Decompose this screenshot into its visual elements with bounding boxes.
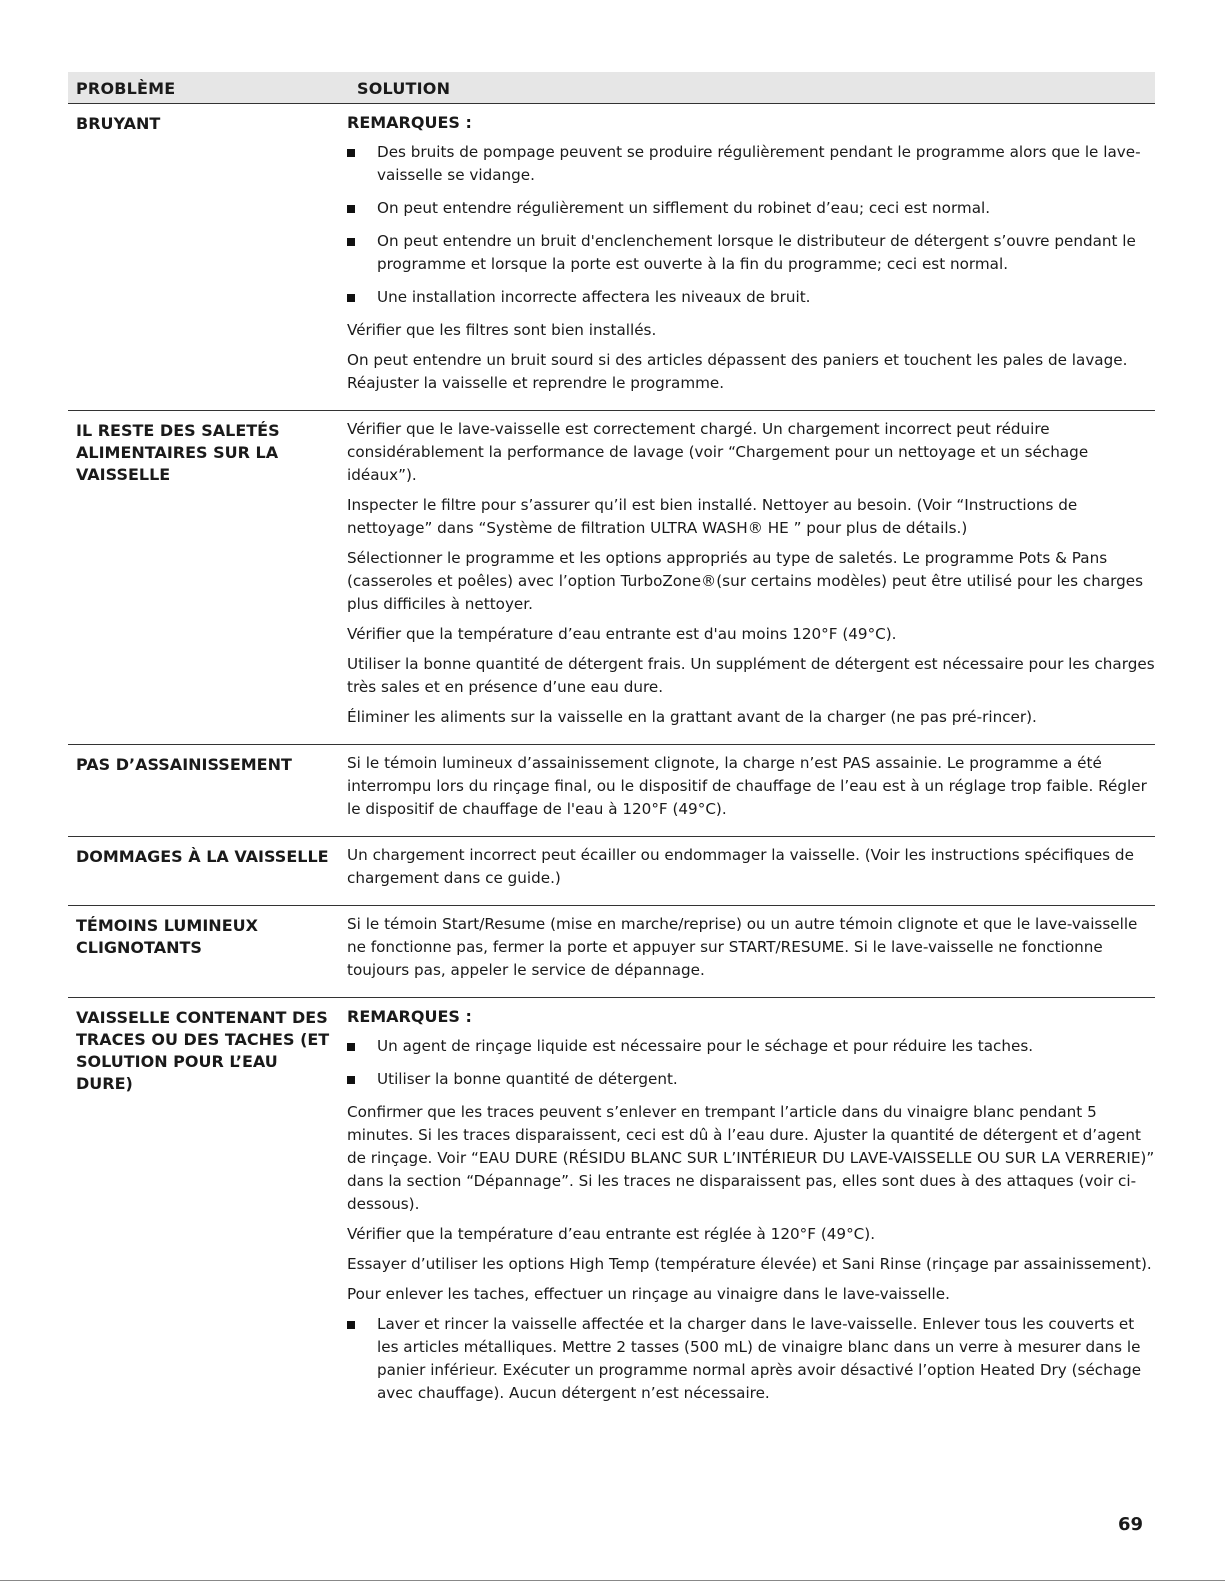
problem-cell: BRUYANT <box>76 114 161 133</box>
list-item: Une installation incorrecte affectera les niveaux de bruit. <box>347 286 1155 309</box>
solution-cell <box>347 745 1155 836</box>
solution-cell <box>347 104 1155 410</box>
list-item: Un agent de rinçage liquide est nécessaire pour le séchage et pour réduire les taches. <box>347 1035 1155 1058</box>
table-row-dommages <box>68 836 1155 905</box>
solution-paragraph: Essayer d’utiliser les options High Temp (température élevée) et Sani Rinse (rinçage par assainissement). <box>347 1255 1152 1273</box>
solution-paragraph: Un chargement incorrect peut écailler ou endommager la vaisselle. (Voir les instructions spécifiques de chargement dans ce guide.) <box>347 846 1134 887</box>
solution-paragraph: Si le témoin Start/Resume (mise en marche/reprise) ou un autre témoin clignote et que le lave-vaisselle ne fonctionne pas, fermer la porte et appuyer sur START/RESUME. Si le lave-vaisselle ne fonctionne toujours pas, appeler le service de dépannage. <box>347 915 1138 979</box>
bullet-list <box>347 1035 1155 1091</box>
list-item: Des bruits de pompage peuvent se produire régulièrement pendant le programme alors que le lave-vaisselle se vidange. <box>347 141 1155 187</box>
divider <box>0 1580 1225 1581</box>
bullet-list <box>347 1313 1155 1405</box>
problem-cell: PAS D’ASSAINISSEMENT <box>76 755 292 774</box>
problem-cell: DOMMAGES À LA VAISSELLE <box>76 847 329 866</box>
troubleshooting-table <box>68 104 1155 1420</box>
solution-paragraph: Sélectionner le programme et les options appropriés au type de saletés. Le programme Pots & Pans (casseroles et poêles) avec l’option TurboZone®(sur certains modèles) peut être utilisé pour les charges plus difficiles à nettoyer. <box>347 549 1144 613</box>
list-item: Laver et rincer la vaisselle affectée et la charger dans le lave-vaisselle. Enlever tous les couverts et les articles métalliques. Mettre 2 tasses (500 mL) de vinaigre blanc dans un verre à mesurer dans le panier inférieur. Exécuter un programme normal après avoir désactivé l’option Heated Dry (séchage avec chauffage). Aucun détergent n’est nécessaire. <box>347 1313 1155 1405</box>
solution-cell <box>347 411 1155 744</box>
solution-paragraph: Vérifier que les filtres sont bien installés. <box>347 321 657 339</box>
solution-paragraph: Vérifier que le lave-vaisselle est correctement chargé. Un chargement incorrect peut réduire considérablement la performance de lavage (voir “Chargement pour un nettoyage et un séchage idéaux”). <box>347 420 1089 484</box>
solution-paragraph: Si le témoin lumineux d’assainissement clignote, la charge n’est PAS assainie. Le programme a été interrompu lors du rinçage final, ou le dispositif de chauffage de l’eau est à un réglage trop faible. Régler le dispositif de chauffage de l'eau à 120°F (49°C). <box>347 754 1147 818</box>
table-row-bruyant <box>68 104 1155 410</box>
solution-paragraph: On peut entendre un bruit sourd si des articles dépassent des paniers et touchent les pales de lavage. Réajuster la vaisselle et reprendre le programme. <box>347 351 1128 392</box>
remarques-label: REMARQUES : <box>347 113 472 132</box>
solution-cell <box>347 837 1155 905</box>
table-row-temoins <box>68 905 1155 997</box>
problem-cell: TÉMOINS LUMINEUX CLIGNOTANTS <box>76 916 258 957</box>
list-item: On peut entendre régulièrement un sifflement du robinet d’eau; ceci est normal. <box>347 197 1155 220</box>
table-row-saletes <box>68 410 1155 744</box>
problem-cell: IL RESTE DES SALETÉS ALIMENTAIRES SUR LA VAISSELLE <box>76 421 280 484</box>
list-item: Utiliser la bonne quantité de détergent. <box>347 1068 1155 1091</box>
table-row-assainissement <box>68 744 1155 836</box>
solution-paragraph: Inspecter le filtre pour s’assurer qu’il est bien installé. Nettoyer au besoin. (Voir “Instructions de nettoyage” dans “Système de filtration ULTRA WASH® HE ” pour plus de détails.) <box>347 496 1078 537</box>
table-row-traces <box>68 997 1155 1420</box>
solution-paragraph: Vérifier que la température d’eau entrante est réglée à 120°F (49°C). <box>347 1225 876 1243</box>
header-solution: SOLUTION <box>357 79 451 98</box>
bullet-list <box>347 141 1155 309</box>
solution-paragraph: Éliminer les aliments sur la vaisselle en la grattant avant de la charger (ne pas pré-rincer). <box>347 708 1037 726</box>
table-header <box>68 72 1155 104</box>
page-number: 69 <box>1118 1514 1144 1535</box>
remarques-label: REMARQUES : <box>347 1007 472 1026</box>
solution-paragraph: Confirmer que les traces peuvent s’enlever en trempant l’article dans du vinaigre blanc pendant 5 minutes. Si les traces disparaissent, ceci est dû à l’eau dure. Ajuster la quantité de détergent et d’agent de rinçage. Voir “EAU DURE (RÉSIDU BLANC SUR L’INTÉRIEUR DU LAVE-VAISSELLE OU SUR LA VERRERIE)” dans la section “Dépannage”. Si les traces ne disparaissent pas, elles sont dues à des attaques (voir ci-dessous). <box>347 1103 1155 1213</box>
solution-paragraph: Utiliser la bonne quantité de détergent frais. Un supplément de détergent est nécessaire pour les charges très sales et en présence d’une eau dure. <box>347 655 1155 696</box>
header-probleme: PROBLÈME <box>76 79 176 98</box>
solution-paragraph: Pour enlever les taches, effectuer un rinçage au vinaigre dans le lave-vaisselle. <box>347 1285 950 1303</box>
list-item: On peut entendre un bruit d'enclenchement lorsque le distributeur de détergent s’ouvre pendant le programme et lorsque la porte est ouverte à la fin du programme; ceci est normal. <box>347 230 1155 276</box>
solution-paragraph: Vérifier que la température d’eau entrante est d'au moins 120°F (49°C). <box>347 625 897 643</box>
problem-cell: VAISSELLE CONTENANT DES TRACES OU DES TACHES (ET SOLUTION POUR L’EAU DURE) <box>76 1008 330 1093</box>
solution-cell <box>347 998 1155 1420</box>
solution-cell <box>347 906 1155 997</box>
